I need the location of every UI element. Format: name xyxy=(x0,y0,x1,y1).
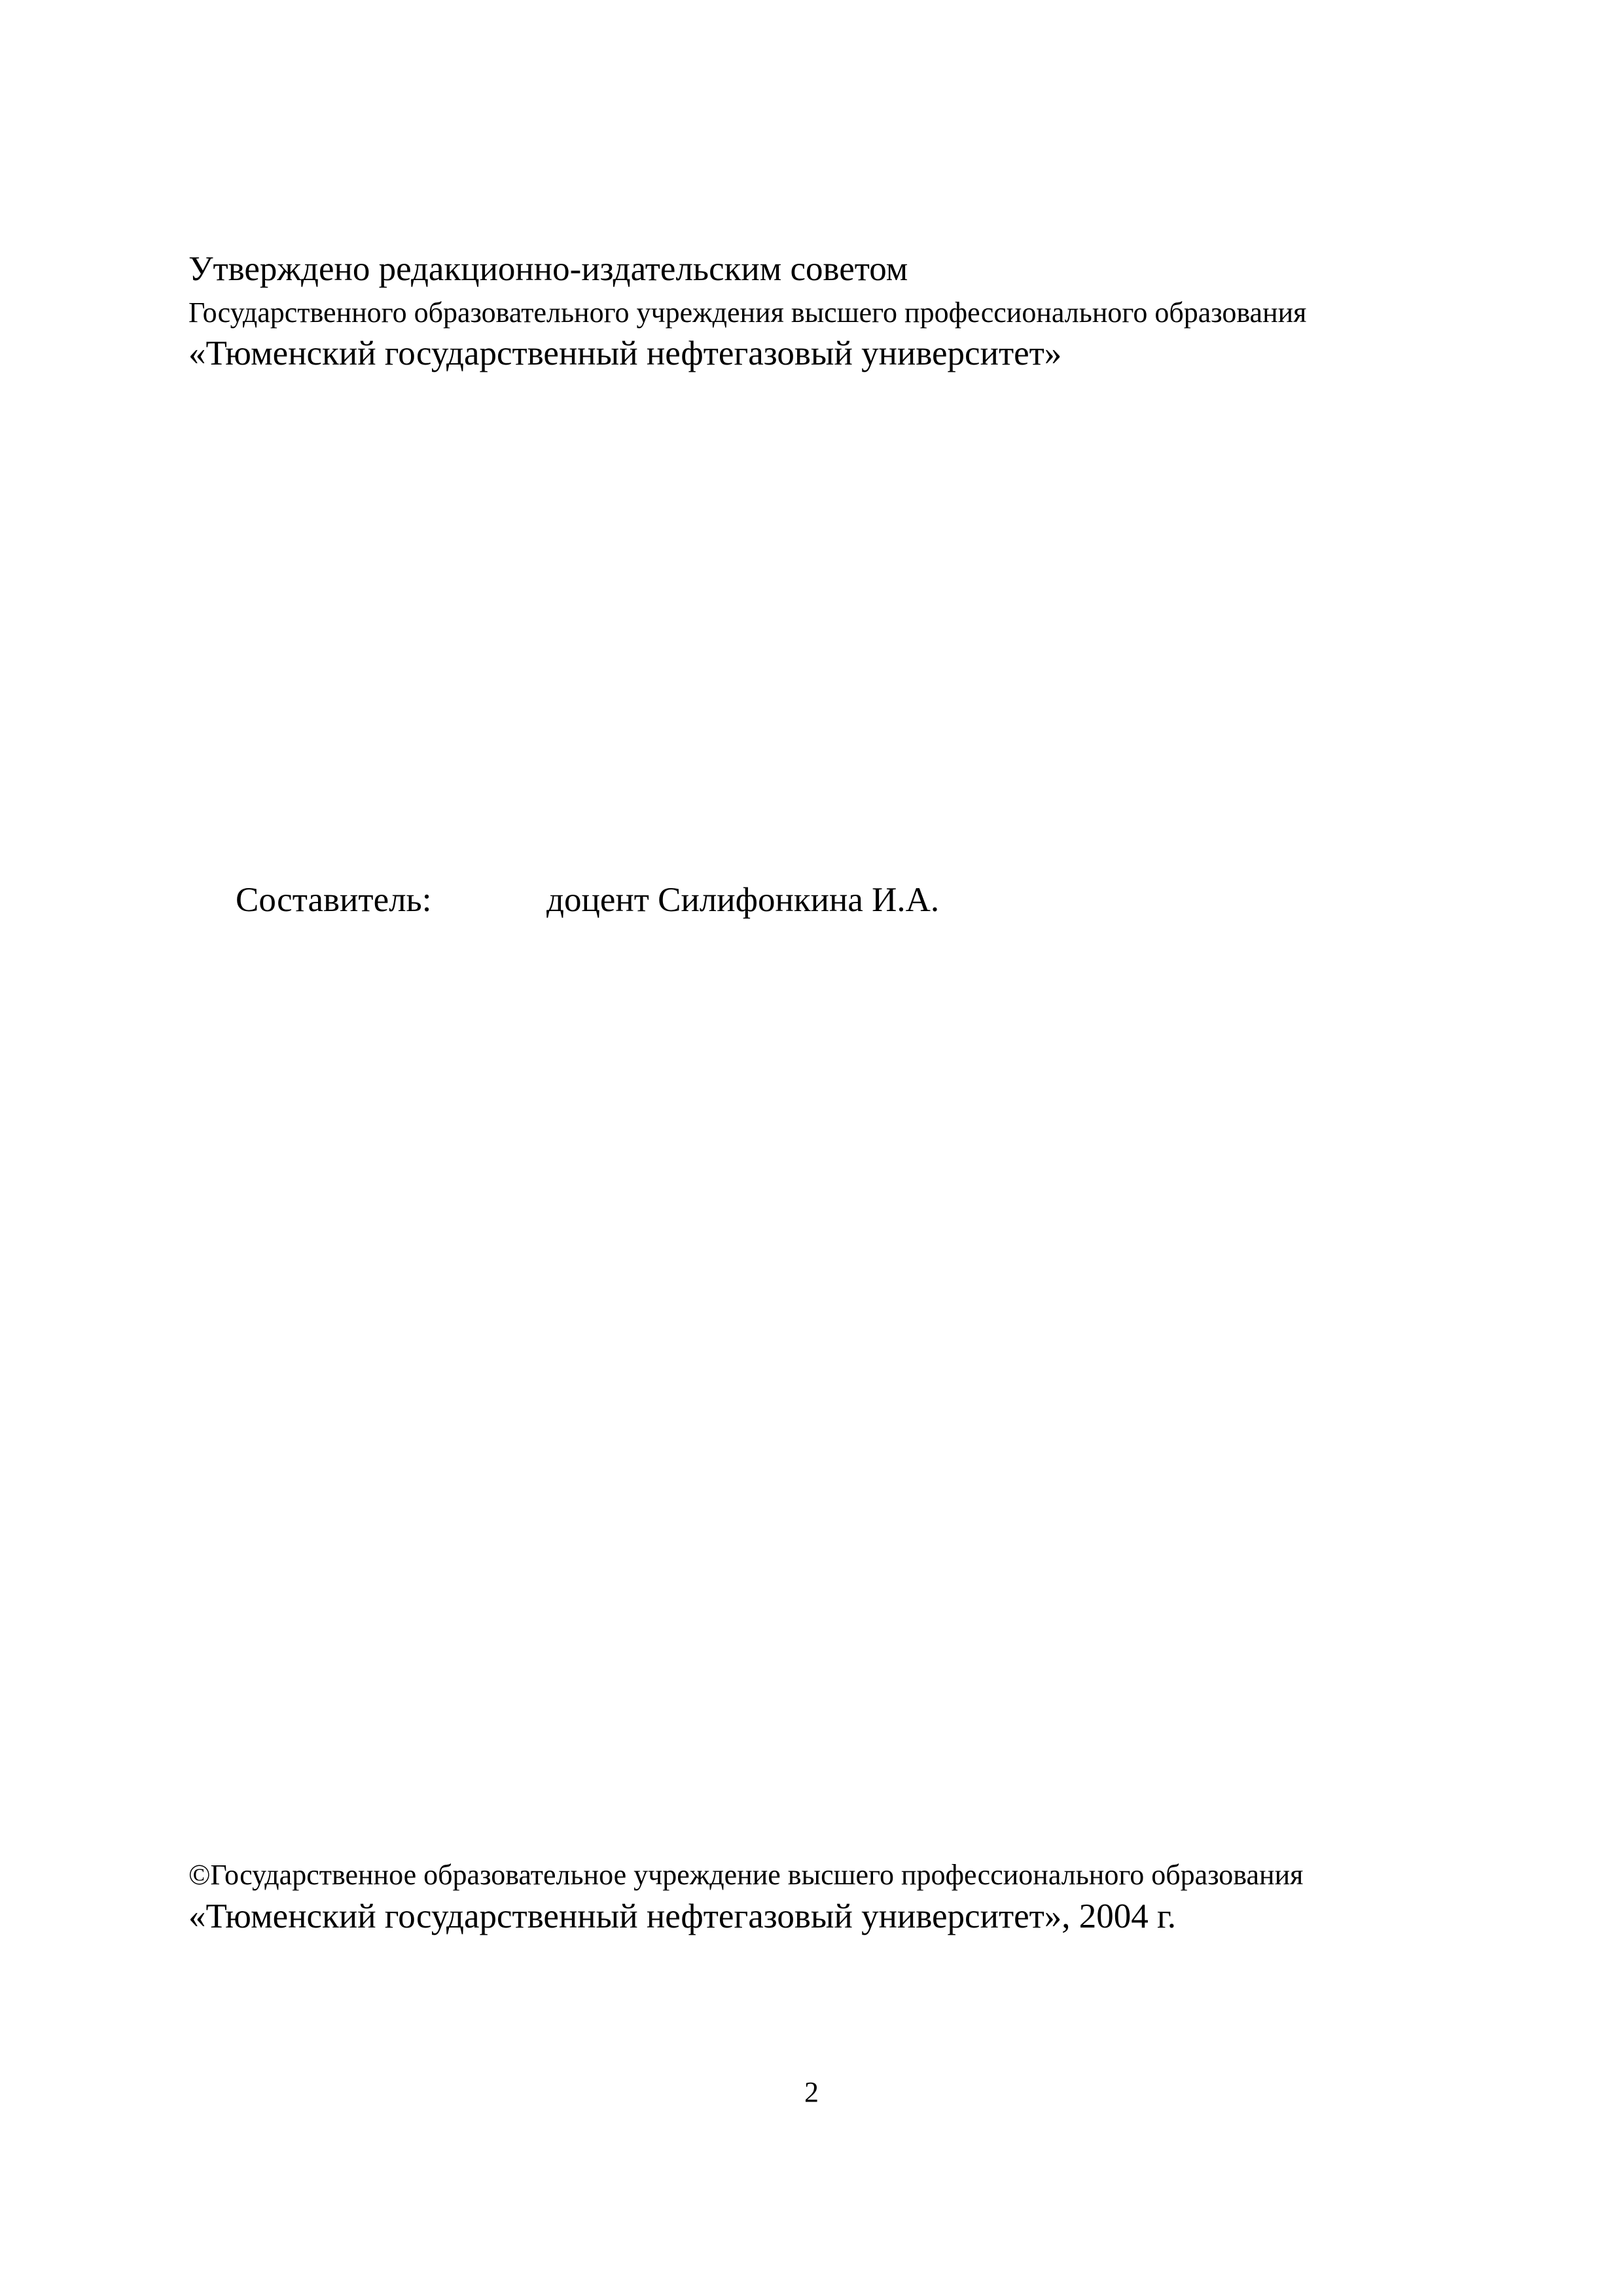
approval-statement: Утверждено редакционно-издательским советом xyxy=(188,250,908,288)
compiler-name: доцент Силифонкина И.А. xyxy=(546,881,940,919)
institution-full-name: Государственного образовательного учреждения высшего профессионального образования xyxy=(188,296,1307,329)
page-number: 2 xyxy=(804,2076,819,2108)
university-name: «Тюменский государственный нефтегазовый университет» xyxy=(188,334,1062,372)
copyright-university-year: «Тюменский государственный нефтегазовый университет», 2004 г. xyxy=(188,1897,1177,1935)
copyright-institution: ©Государственное образовательное учреждение высшего профессионального образования xyxy=(188,1859,1304,1891)
compiler-label: Составитель: xyxy=(236,881,432,919)
